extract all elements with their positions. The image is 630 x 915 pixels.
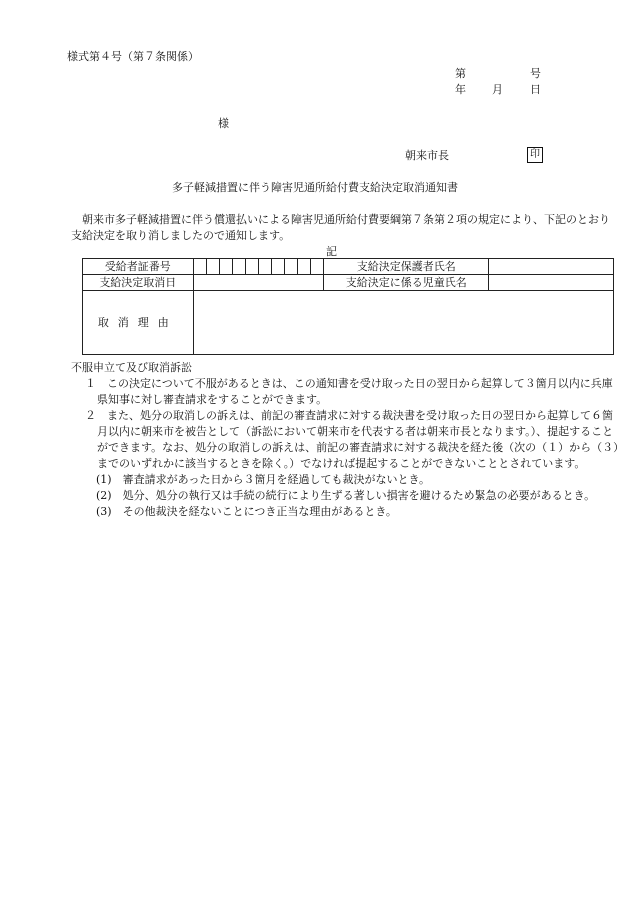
recipient-number-digit [232, 259, 245, 275]
appeal-subitem-text: 審査請求があった日から３箇月を経過しても裁決がないとき。 [122, 473, 431, 486]
appeal-subitem-number: (2) [96, 489, 112, 502]
child-name-value [489, 275, 614, 291]
table-row [83, 275, 614, 291]
recipient-number-digit [311, 259, 324, 275]
cancel-date-label: 支給決定取消日 [83, 275, 194, 291]
appeal-subitem-number: (3) [96, 505, 112, 518]
recipient-number-digit [298, 259, 311, 275]
appeal-subitem [71, 504, 621, 520]
number-suffix: 号 [530, 67, 541, 80]
appeal-subitem [71, 488, 621, 504]
recipient-number-digit [245, 259, 258, 275]
guardian-name-label: 支給決定保護者氏名 [324, 259, 489, 275]
recipient-number-label: 受給者証番号 [83, 259, 194, 275]
decision-table [82, 258, 614, 355]
cancel-reason-value [193, 291, 613, 355]
recipient-number-digit [285, 259, 298, 275]
date-year: 年 [455, 83, 466, 96]
date-day: 日 [530, 83, 541, 96]
appeal-item [71, 408, 621, 472]
child-name-label: 支給決定に係る児童氏名 [324, 275, 489, 291]
appeal-item [71, 376, 621, 408]
appeal-item-text: また、処分の取消しの訴えは、前記の審査請求に対する裁決書を受け取った日の翌日から起算して６箇月以内に朝来市を被告として（訴訟において朝来市を代表する者は朝来市長となります。）、提起することができます。なお、処分の取消しの訴えは、前記の審査請求に対する裁決を経た後（次の（１）から（３）までのいずれかに該当するときを除く。）でなければ提起することができないこととされています。 [97, 409, 619, 470]
issuer-name: 朝来市長 [405, 149, 449, 162]
cancel-reason-label: 取消理由 [83, 291, 194, 355]
appeal-heading: 不服申立て及び取消訴訟 [71, 361, 192, 374]
cancel-date-value [193, 275, 324, 291]
recipient-number-digit [193, 259, 206, 275]
seal-mark: 印 [527, 147, 543, 163]
appeal-notice [71, 360, 621, 520]
appeal-subitem-text: その他裁決を経ないことにつき正当な理由があるとき。 [122, 505, 397, 518]
appeal-item-number: １ [85, 377, 96, 390]
notice-body: 朝来市多子軽減措置に伴う償還払いによる障害児通所給付費要綱第７条第２項の規定により、下記のとおり支給決定を取り消しましたので通知します。 [71, 213, 610, 242]
recipient-number-digit [258, 259, 271, 275]
appeal-item-text: この決定について不服があるときは、この通知書を受け取った日の翌日から起算して３箇月以内に兵庫県知事に対し審査請求をすることができます。 [97, 377, 613, 406]
recipient-number-digit [206, 259, 219, 275]
appeal-subitem [71, 472, 621, 488]
table-row [83, 291, 614, 355]
number-prefix: 第 [455, 67, 466, 80]
appeal-subitem-text: 処分、処分の執行又は手続の続行により生ずる著しい損害を避けるため緊急の必要があるとき。 [122, 489, 596, 502]
recipient-number-digit [272, 259, 285, 275]
ki-mark: 記 [326, 245, 337, 258]
form-number-label: 様式第４号（第７条関係） [67, 50, 199, 63]
document-title: 多子軽減措置に伴う障害児通所給付費支給決定取消通知書 [172, 181, 458, 194]
table-row [83, 259, 614, 275]
guardian-name-value [489, 259, 614, 275]
recipient-number-digit [219, 259, 232, 275]
appeal-subitem-number: (1) [96, 473, 112, 486]
addressee-suffix: 様 [218, 117, 229, 130]
appeal-item-number: ２ [85, 409, 96, 422]
date-month: 月 [492, 83, 503, 96]
